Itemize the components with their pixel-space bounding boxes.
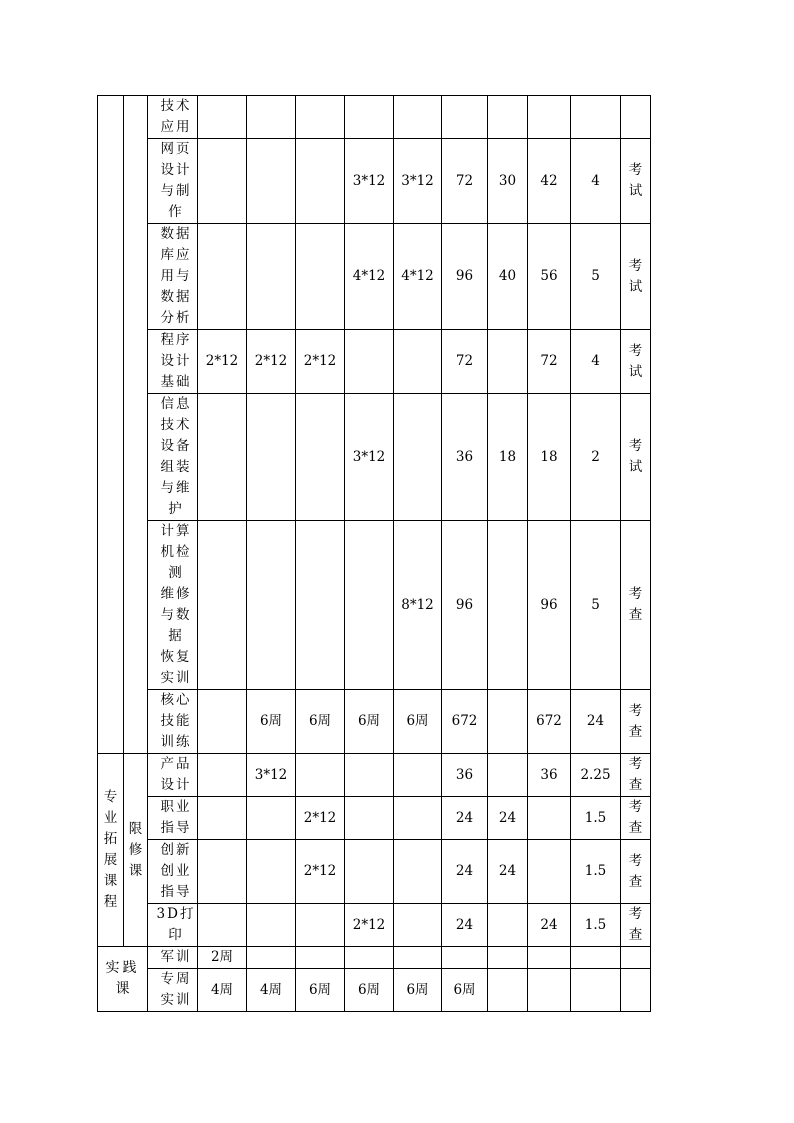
group-label-char: 展 — [103, 852, 118, 868]
group-label-char: 课 — [103, 873, 118, 889]
text-line: 考 — [628, 342, 643, 359]
schedule-cell — [442, 947, 488, 969]
schedule-cell — [394, 394, 442, 521]
schedule-cell: 672 — [442, 690, 488, 754]
schedule-cell — [198, 904, 247, 947]
table-row — [98, 840, 651, 904]
schedule-cell: 2*12 — [296, 797, 345, 840]
course-name-cell — [148, 224, 198, 330]
text-line: 查 — [628, 607, 643, 623]
schedule-cell — [345, 96, 394, 139]
text-line: 恢复 — [160, 649, 192, 665]
text-line: 查 — [628, 873, 643, 890]
text-line: 考 — [628, 799, 643, 815]
text-line: 据 — [168, 628, 184, 644]
schedule-cell — [394, 840, 442, 904]
schedule-cell — [198, 96, 247, 139]
text-line: 实训 — [160, 670, 192, 686]
text-line: 印 — [168, 927, 184, 943]
group-label-char: 程 — [103, 894, 118, 910]
schedule-cell: 4*12 — [345, 224, 394, 330]
group-label-char: 课 — [128, 862, 143, 879]
schedule-cell — [247, 797, 296, 840]
text-line: 创业 — [160, 863, 192, 879]
text-line: 分析 — [160, 310, 192, 326]
schedule-cell: 6周 — [394, 690, 442, 754]
table-row — [98, 394, 651, 521]
text-line: 指导 — [160, 884, 192, 900]
schedule-cell: 56 — [528, 224, 571, 330]
text-line: 技术 — [160, 98, 192, 114]
table-row — [98, 797, 651, 840]
schedule-cell — [345, 330, 394, 394]
text-line: 信息 — [160, 396, 192, 412]
schedule-cell — [345, 754, 394, 797]
schedule-cell: 36 — [528, 754, 571, 797]
schedule-cell — [488, 754, 528, 797]
schedule-cell — [394, 330, 442, 394]
text-line: 机检 — [160, 544, 192, 560]
schedule-cell — [488, 690, 528, 754]
assessment-cell — [621, 224, 651, 330]
schedule-cell: 672 — [528, 690, 571, 754]
schedule-cell: 6周 — [394, 969, 442, 1012]
text-line: 查 — [628, 927, 643, 943]
schedule-cell: 96 — [528, 521, 571, 690]
schedule-cell — [488, 904, 528, 947]
text-line: 与数 — [160, 607, 192, 623]
text-line: 维修 — [160, 586, 192, 602]
text-line: 应用 — [160, 119, 192, 135]
text-line: 试 — [628, 459, 643, 475]
schedule-cell: 3*12 — [247, 754, 296, 797]
schedule-cell: 6周 — [296, 690, 345, 754]
text-line: 技能 — [160, 713, 192, 729]
schedule-cell: 2*12 — [345, 904, 394, 947]
assessment-cell — [621, 139, 651, 224]
text-line: 考 — [628, 702, 643, 719]
table-row — [98, 330, 651, 394]
schedule-cell: 5 — [571, 224, 621, 330]
schedule-cell: 72 — [528, 330, 571, 394]
schedule-cell: 6周 — [296, 969, 345, 1012]
course-name-cell — [148, 96, 198, 139]
course-name-cell — [148, 797, 198, 840]
schedule-cell — [296, 754, 345, 797]
group-cell-core-outer — [98, 96, 124, 754]
text-line: 指导 — [160, 820, 192, 836]
course-name-cell — [148, 969, 198, 1012]
assessment-cell — [621, 840, 651, 904]
schedule-cell: 6周 — [442, 969, 488, 1012]
schedule-cell: 24 — [442, 840, 488, 904]
schedule-cell: 4 — [571, 139, 621, 224]
text-line: 创新 — [160, 842, 192, 858]
text-line: 程序 — [160, 332, 192, 348]
text-line: 设备 — [160, 438, 192, 454]
schedule-cell — [488, 947, 528, 969]
schedule-cell — [296, 96, 345, 139]
schedule-cell: 4周 — [247, 969, 296, 1012]
schedule-cell: 24 — [488, 840, 528, 904]
assessment-cell — [621, 754, 651, 797]
schedule-cell: 36 — [442, 754, 488, 797]
schedule-cell — [198, 394, 247, 521]
schedule-cell — [296, 394, 345, 521]
schedule-cell: 72 — [442, 139, 488, 224]
schedule-cell: 96 — [442, 224, 488, 330]
assessment-cell — [621, 947, 651, 969]
course-schedule-table — [97, 95, 651, 1012]
schedule-cell: 8*12 — [394, 521, 442, 690]
text-line: 核心 — [160, 692, 192, 708]
group-label-char: 专 — [103, 789, 118, 805]
schedule-cell: 24 — [488, 797, 528, 840]
schedule-cell: 4*12 — [394, 224, 442, 330]
schedule-cell: 2*12 — [296, 330, 345, 394]
text-line: 作 — [168, 204, 184, 220]
schedule-cell: 18 — [488, 394, 528, 521]
text-line: 基础 — [160, 374, 192, 390]
text-line: 考 — [628, 756, 643, 772]
text-line: 数据 — [160, 226, 192, 242]
group-label-expand — [98, 754, 124, 947]
schedule-cell — [571, 947, 621, 969]
group-label-practice: 实践 课 — [98, 947, 148, 1012]
course-name-cell — [148, 139, 198, 224]
schedule-cell: 24 — [442, 904, 488, 947]
schedule-cell: 6周 — [345, 690, 394, 754]
text-line: 用与 — [160, 268, 192, 284]
group-label-char: 业 — [103, 810, 118, 826]
text-line: 护 — [168, 501, 184, 517]
schedule-cell — [198, 521, 247, 690]
schedule-cell: 3*12 — [345, 394, 394, 521]
course-name-cell — [148, 521, 198, 690]
text-line: 网页 — [160, 141, 192, 157]
schedule-cell — [296, 521, 345, 690]
schedule-cell — [442, 96, 488, 139]
schedule-cell — [345, 840, 394, 904]
text-line: 组装 — [160, 459, 192, 475]
schedule-cell — [247, 904, 296, 947]
text-line: 考 — [628, 438, 643, 454]
schedule-cell — [247, 96, 296, 139]
schedule-cell: 6周 — [345, 969, 394, 1012]
text-line: 与维 — [160, 480, 192, 496]
schedule-cell — [528, 969, 571, 1012]
schedule-cell — [247, 947, 296, 969]
text-line: 查 — [628, 723, 643, 740]
assessment-cell — [621, 690, 651, 754]
text-line: 与制 — [160, 183, 192, 199]
text-line: 设计 — [160, 162, 192, 178]
schedule-cell — [247, 224, 296, 330]
text-line: 库应 — [160, 247, 192, 263]
text-line: 试 — [628, 278, 643, 295]
schedule-cell — [394, 797, 442, 840]
schedule-cell: 96 — [442, 521, 488, 690]
text-line: 考 — [628, 586, 643, 602]
text-line: 设计 — [160, 353, 192, 369]
schedule-cell — [247, 394, 296, 521]
text-line: 试 — [628, 183, 643, 199]
schedule-cell: 2*12 — [198, 330, 247, 394]
table-row — [98, 690, 651, 754]
assessment-cell — [621, 330, 651, 394]
schedule-cell: 3*12 — [394, 139, 442, 224]
schedule-cell: 3*12 — [345, 139, 394, 224]
schedule-cell — [571, 96, 621, 139]
schedule-cell: 4 — [571, 330, 621, 394]
schedule-cell — [528, 947, 571, 969]
table-row — [98, 139, 651, 224]
text-line: 设计 — [160, 777, 192, 793]
schedule-cell: 2.25 — [571, 754, 621, 797]
schedule-cell — [394, 754, 442, 797]
schedule-cell: 18 — [528, 394, 571, 521]
table-row — [98, 96, 651, 139]
text-line: 考 — [628, 162, 643, 178]
schedule-cell: 72 — [442, 330, 488, 394]
schedule-cell: 5 — [571, 521, 621, 690]
schedule-cell — [198, 139, 247, 224]
table-row — [98, 224, 651, 330]
schedule-cell — [296, 224, 345, 330]
schedule-cell: 2*12 — [247, 330, 296, 394]
schedule-cell: 24 — [442, 797, 488, 840]
schedule-cell — [488, 521, 528, 690]
schedule-cell: 30 — [488, 139, 528, 224]
group-label-char: 修 — [128, 841, 143, 858]
text-line: 3D打 — [156, 906, 196, 922]
text-line: 试 — [628, 363, 643, 380]
course-name-cell — [148, 394, 198, 521]
schedule-cell — [198, 797, 247, 840]
schedule-cell — [394, 947, 442, 969]
group-label-char: 限 — [128, 820, 143, 837]
text-line: 专周 — [160, 971, 192, 987]
schedule-cell — [488, 969, 528, 1012]
table-row — [98, 947, 651, 969]
assessment-cell — [621, 521, 651, 690]
schedule-cell — [345, 797, 394, 840]
course-name-cell — [148, 330, 198, 394]
schedule-cell: 2 — [571, 394, 621, 521]
text-line: 考 — [628, 257, 643, 274]
text-line: 军训 — [160, 949, 192, 965]
assessment-cell — [621, 394, 651, 521]
assessment-cell — [621, 904, 651, 947]
schedule-cell — [571, 969, 621, 1012]
course-name-cell — [148, 947, 198, 969]
text-line: 考 — [628, 906, 643, 922]
schedule-cell — [198, 754, 247, 797]
text-line: 查 — [628, 777, 643, 793]
group-label-restricted — [124, 754, 148, 947]
text-line: 实训 — [160, 992, 192, 1008]
table-row — [98, 521, 651, 690]
table-row — [98, 904, 651, 947]
schedule-cell: 1.5 — [571, 904, 621, 947]
schedule-cell: 42 — [528, 139, 571, 224]
schedule-cell: 36 — [442, 394, 488, 521]
schedule-cell — [394, 904, 442, 947]
schedule-cell — [198, 840, 247, 904]
text-line: 计算 — [160, 523, 192, 539]
text-line: 数据 — [160, 289, 192, 305]
text-line: 查 — [628, 820, 643, 836]
text-line: 考 — [628, 852, 643, 869]
text-line: 测 — [168, 565, 184, 581]
schedule-cell — [296, 904, 345, 947]
schedule-cell — [528, 96, 571, 139]
schedule-cell — [247, 521, 296, 690]
schedule-cell — [528, 797, 571, 840]
schedule-cell — [296, 947, 345, 969]
schedule-cell: 24 — [571, 690, 621, 754]
schedule-cell — [528, 840, 571, 904]
assessment-cell — [621, 797, 651, 840]
assessment-cell — [621, 969, 651, 1012]
group-label-char: 拓 — [103, 831, 118, 847]
schedule-cell: 4周 — [198, 969, 247, 1012]
text-line: 技术 — [160, 417, 192, 433]
schedule-cell: 40 — [488, 224, 528, 330]
schedule-cell: 1.5 — [571, 797, 621, 840]
schedule-cell — [296, 139, 345, 224]
text-line: 产品 — [160, 756, 192, 772]
table-row — [98, 969, 651, 1012]
table-row — [98, 754, 651, 797]
schedule-cell — [247, 840, 296, 904]
schedule-cell — [345, 947, 394, 969]
course-name-cell — [148, 840, 198, 904]
schedule-cell: 2周 — [198, 947, 247, 969]
assessment-cell — [621, 96, 651, 139]
course-name-cell — [148, 904, 198, 947]
schedule-cell: 2*12 — [296, 840, 345, 904]
text-line: 训练 — [160, 734, 192, 750]
schedule-cell — [198, 224, 247, 330]
schedule-cell — [247, 139, 296, 224]
schedule-cell: 6周 — [247, 690, 296, 754]
schedule-cell — [488, 330, 528, 394]
group-cell-core-inner — [124, 96, 148, 754]
schedule-cell: 24 — [528, 904, 571, 947]
course-name-cell — [148, 754, 198, 797]
schedule-cell — [198, 690, 247, 754]
schedule-cell — [488, 96, 528, 139]
schedule-cell — [345, 521, 394, 690]
schedule-cell — [394, 96, 442, 139]
text-line: 职业 — [160, 799, 192, 815]
schedule-cell: 1.5 — [571, 840, 621, 904]
course-name-cell — [148, 690, 198, 754]
